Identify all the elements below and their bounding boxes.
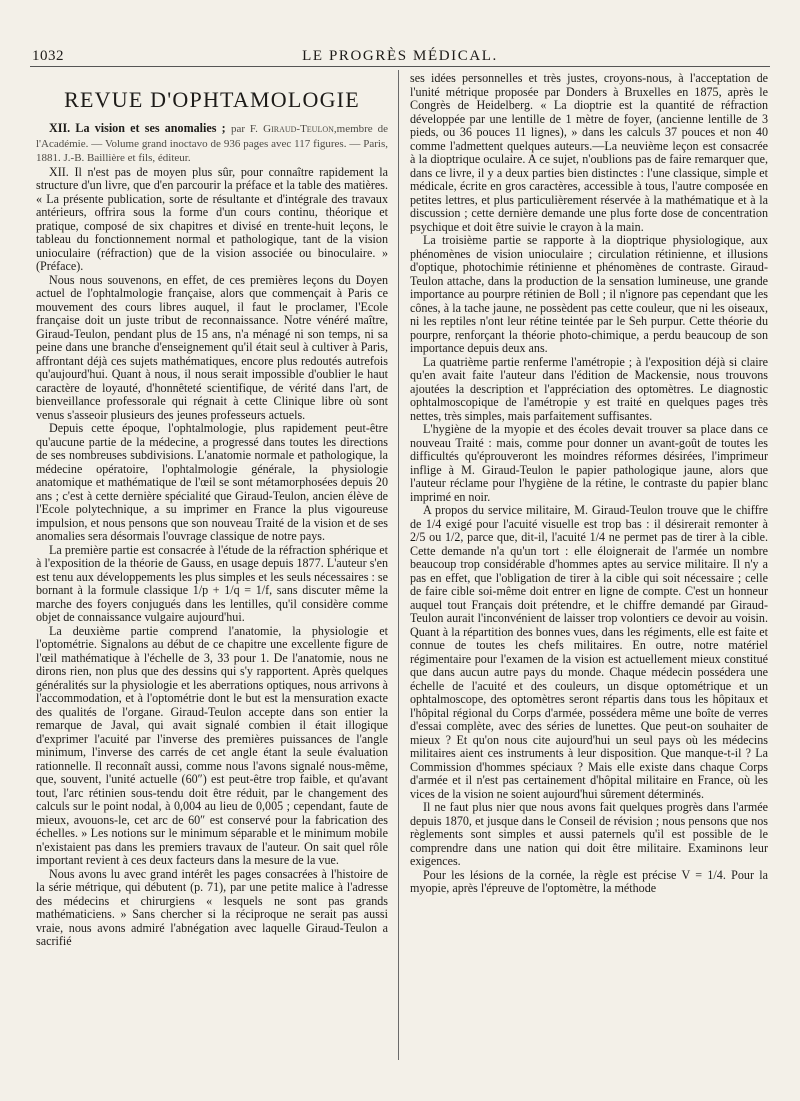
paragraph: La troisième partie se rapporte à la dioptrique physiologique, aux phénomènes de vision unioculaire ; circulation rétinienne, et illusions d'optique, photochimie rétinienne et phénomènes de contraste. Giraud-Teulon attache, dans la production de la sensation lumineuse, une grande importance au pourpre rétinien de Boll ; il n'ignore pas cependant que les cônes, à la tache jaune, ne possèdent pas cette couleur, que ni les oiseaux, ni les reptiles n'ont leur rétine teintée par le Seh purpur. Cette théorie du pourpre, renforçant la théorie photo-chimique, a perdu beaucoup de son importance depuis deux ans. xyxy=(410,233,768,355)
column-divider xyxy=(398,70,399,1060)
paragraph: Il ne faut plus nier que nous avons fait quelques progrès dans l'armée depuis 1870, et jusque dans le Conseil de révision ; nous pensons que nos règlements sont simples et aussi paternels qu'il est possible de le comprendre dans une nation qui doit être militaire. Examinons leur exigences. xyxy=(410,800,768,868)
paragraph: La première partie est consacrée à l'étude de la réfraction sphérique et à l'exposition de la théorie de Gauss, en usage depuis 1877. L'auteur s'en est tenu aux développements les plus simples et les seuls nécessaires : se bornant à la formule classique 1/p + 1/q = 1/f, sans discuter même la marche des foyers conjugués dans les lentilles, qu'il considère comme objet de connaissance vulgaire aujourd'hui. xyxy=(36,542,388,624)
article-byline: par F. xyxy=(230,123,258,135)
paragraph: Depuis cette époque, l'ophtalmologie, plus rapidement peut-être qu'aucune partie de la médecine, a progressé dans toutes les directions de ses nombreuses subdivisions. L'anatomie normale et pathologique, la médecine opératoire, l'ophtalmologie générale, la physiologie anatomique et mathématique de l'œil se sont métamorphosées depuis 20 ans ; c'est à cette dernière spécialité que Giraud-Teulon, ancien élève de l'Ecole polytechnique, a su imprimer en France la plus vigoureuse impulsion, et nous pensons que son nouveau Traité de la vision et de ses anomalies sera désormais l'ouvrage classique de notre pays. xyxy=(36,421,388,543)
right-column xyxy=(410,72,768,896)
article-number: XII. xyxy=(49,121,71,135)
paragraph: L'hygiène de la myopie et des écoles devait trouver sa place dans ce nouveau Traité : mais, comme pour donner un avant-goût de toutes les difficultés qu'éprouveront les moindres réformes désirées, l'imprimeur inflige à M. Giraud-Teulon le papier pathologique jaune, alors que l'auteur réclame pour l'hygiène de la rétine, le contraste du papier blanc imprimé en noir. xyxy=(410,422,768,504)
paragraph: A propos du service militaire, M. Giraud-Teulon trouve que le chiffre de 1/4 exigé pour l'acuité visuelle est trop bas : il désirerait remonter à 2/5 ou 1/2, parce que, dit-il, l'acuité 1/4 ne permet pas de tirer à la cible. Cette demande n'a qu'un tort : elle éloignerait de l'armée un nombre beaucoup trop considérable d'hommes aptes au service militaire. Il n'y a pas en effet, que l'obligation de tirer à la cible qui soit nécessaire ; celle de faire cible soi-même doit entrer en ligne de compte. C'est un honneur auquel tout Français doit prétendre, et le chiffre demandé par Giraud-Teulon aurait l'inconvénient de laisser trop volontiers ce devoir au voisin. Quant à la répartition des bonnes vues, dans les régiments, elle est faite et connue de toutes les chefs militaires. En outre, notre matériel régimentaire pour l'examen de la vision est actuellement mieux constitué que dans aucun autre pays du monde. Chaque médecin possédera une échelle de l'acuité et des couleurs, un disque optométrique et un ophtalmoscope, des optomètres seront répartis dans tous les hôpitaux et l'hôpital régional du Corps d'armée, possédera même une boîte de verres d'essai complète, avec des séries de lunettes. Que peut-on souhaiter de mieux ? Et qu'on nous cite aujourd'hui un seul pays où les médecins militaires aient ces instruments à leur disposition. Que manque-t-il ? La Commission d'hommes spéciaux ? Mais elle existe dans chaque Corps d'armée et il n'est pas certainement d'hôpital militaire en France, où les vices de la vision ne soient aujourd'hui sûrement déterminés. xyxy=(410,503,768,801)
paragraph: Nous nous souvenons, en effet, de ces premières leçons du Doyen actuel de l'ophtalmologie française, alors que commençait à Paris ce mouvement des cours libres auquel, il faut le proclamer, l'Ecole française doit un juste tribut de reconnaissance. Notre vénéré maître, Giraud-Teulon, pendant plus de 15 ans, n'a ménagé ni son temps, ni sa peine dans une branche d'enseignement qu'il était seul à cultiver à Paris, affrontant déjà ces sujets mathématiques, encore plus redoutés autrefois qu'aujourd'hui. Quant à nous, il nous serait impossible d'oublier le haut caractère de loyauté, d'honnêteté scientifique, de vérité dans l'art, de bienveillance professorale qui régnait à cette Clinique libre où sont venus s'asseoir plusieurs des jeunes professeurs actuels. xyxy=(36,272,388,422)
paragraph-continued: ses idées personnelles et très justes, croyons-nous, à l'acceptation de l'unité métrique proposée par Donders à Bruxelles en 1875, après le Congrès de Heidelberg. « La dioptrie est la quantité de réfraction développée par une lentille de 1 mètre de foyer, (ancienne lentille de 3 pieds, ou 36 pouces 11 lignes), » dans les calculs 37 pouces et non 40 comme l'admettent quelques auteurs.—La neuvième leçon est consacrée à la dioptrique oculaire. A ce sujet, n'oublions pas de faire remarquer que, dans ce livre, il y a deux parties bien distinctes : l'une classique, simple et médicale, écrite en gros caractères, accessible à tous, l'autre composée en petites lettres, et plus particulièrement réservée à la mathématique et à la discussion ; cette dernière demande une plus forte dose de concentration psychique et doit être suivie le crayon à la main. xyxy=(410,71,768,234)
running-head xyxy=(30,44,770,67)
article-header xyxy=(36,122,388,166)
section-title: REVUE D'OPHTAMOLOGIE xyxy=(64,87,360,112)
paragraph: La quatrième partie renferme l'amétropie ; à l'exposition déjà si claire qu'en avait faite l'auteur dans l'édition de Mackensie, nous trouvons ajoutées la description et l'appréciation des optomètres. Le diagnostic ophtalmoscopique de l'amétropie y est traité en quelques pages très nettes, très simples, mais parfaitement suffisantes. xyxy=(410,354,768,423)
article-publication-info: ,membre de l'Académie. — Volume grand inoctavo de 936 pages avec 117 figures. — Paris, 1881. J.-B. Baillière et fils, éditeur. xyxy=(36,123,388,164)
paragraph: Nous avons lu avec grand intérêt les pages consacrées à l'histoire de la série métrique, qui débutent (p. 71), par une petite malice à l'adresse des médecins et chirurgiens « lesquels ne sont pas grands mathématiciens. » Sans chercher si la réciproque ne serait pas aussi vraie, nous avons admiré l'abnégation avec laquelle Giraud-Teulon a sacrifié xyxy=(36,866,388,948)
paragraph: La deuxième partie comprend l'anatomie, la physiologie et l'optométrie. Signalons au début de ce chapitre une excellente figure de l'œil mathématique à l'échelle de 3, 33 pour 1. De l'anatomie, nous ne dirons rien, non plus que des dessins qui s'y rapportent. Après quelques généralités sur la physiologie et les aberrations optiques, nous arrivons à l'accommodation, et à l'optométrie dont le but est la mensuration exacte des qualités de l'organe. Giraud-Teulon accepte dans son entier la remarque de Javal, qui avait signalé combien il était illogique d'exprimer l'acuité par l'inverse des premières puissances de l'angle minimum, l'inverse des carrés de cet angle étant la seule évaluation rationnelle. Il reconnaît aussi, comme nous l'avons signalé nous-même, que, souvent, l'unité actuelle (60″) est peut-être trop faible, et qu'avant tout, l'arc rétinien sous-tendu doit être réduit, par le changement des calculs sur le point nodal, à 0,004 au lieu de 0,005 ; cependant, faute de mieux, avouons-le, cet arc de 60″ est conservé pour la fabrication des échelles. » Les notions sur le minimum séparable et le minimum mobile n'existaient pas dans les premiers travaux de l'auteur. On sait quel rôle important revient à ces deux facteurs dans la mesure de la vue. xyxy=(36,623,388,867)
paragraph: Pour les lésions de la cornée, la règle est précise V = 1/4. Pour la myopie, après l'épreuve de l'optomètre, la méthode xyxy=(410,867,768,895)
paragraph: XII. Il n'est pas de moyen plus sûr, pour connaître rapidement la structure d'un livre, que d'en parcourir la préface et la table des matières. « La présente publication, sorte de résultante et d'intégrale des travaux antérieurs, offrira sous la forme d'un cours continu, théorique et pratique, composé de six chapitres et divisé en trente-huit leçons, le tableau du fonctionnement normal et pathologique, tant de la vision unioculaire (réfraction) que de la vision associée ou binoculaire. » (Préface). xyxy=(36,164,388,273)
article-title: La vision et ses anomalies ; xyxy=(75,121,226,135)
journal-title: LE PROGRÈS MÉDICAL. xyxy=(302,48,498,64)
left-column xyxy=(36,72,388,949)
page-number: 1032 xyxy=(32,48,64,64)
article-author: Giraud-Teulon xyxy=(263,123,334,135)
